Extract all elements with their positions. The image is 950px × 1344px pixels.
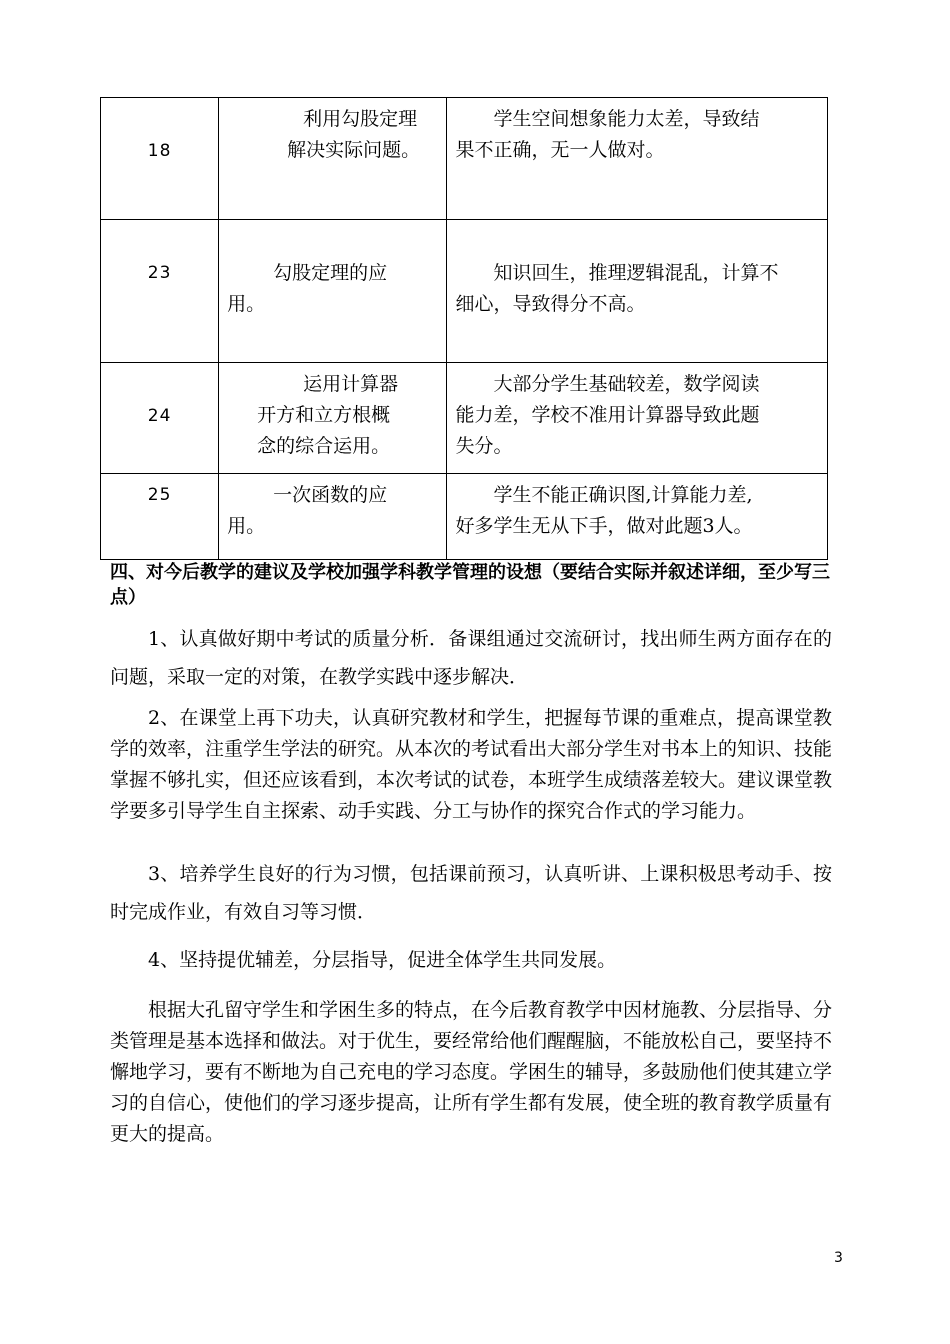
reason-cell (447, 474, 828, 560)
table-row (101, 363, 828, 474)
table-row (101, 98, 828, 220)
table-row (101, 474, 828, 560)
topic-line: 勾股定理的应 (273, 262, 388, 284)
question-number: 23 (147, 263, 172, 283)
reason-line: 大部分学生基础较差，数学阅读 (493, 373, 760, 395)
question-number: 25 (147, 485, 172, 505)
table-row (101, 220, 828, 363)
question-number-cell (101, 474, 219, 560)
paragraph: 3、培养学生良好的行为习惯，包括课前预习，认真听讲、上课积极思考动手、按时完成作业，有效自习等习惯． (110, 863, 832, 923)
reason-cell (447, 98, 828, 220)
topic-line: 念的综合运用。 (257, 435, 391, 457)
reason-line: 能力差，学校不准用计算器导致此题 (455, 404, 760, 426)
topic-line: 开方和立方根概 (257, 404, 391, 426)
reason-line: 好多学生无从下手，做对此题3人。 (455, 515, 753, 537)
paragraph: 4、坚持提优辅差，分层指导，促进全体学生共同发展。 (148, 949, 617, 971)
paragraph: 1、认真做好期中考试的质量分析．备课组通过交流研讨，找出师生两方面存在的问题，采取一定的对策，在教学实践中逐步解决． (110, 628, 832, 688)
page-number: 3 (834, 1250, 843, 1266)
reason-line: 果不正确，无一人做对。 (455, 139, 665, 161)
topic-cell (219, 474, 447, 560)
topic-line: 用。 (227, 515, 266, 537)
topic-cell (219, 220, 447, 363)
topic-line: 用。 (227, 293, 266, 315)
paragraph: 根据大孔留守学生和学困生多的特点，在今后教育教学中因材施教、分层指导、分类管理是基本选择和做法。对于优生，要经常给他们醒醒脑，不能放松自己，要坚持不懈地学习，要有不断地为自己充电的学习态度。学困生的辅导，多鼓励他们使其建立学习的自信心，使他们的学习逐步提高，让所有学生都有发展，使全班的教育教学质量有更大的提高。 (110, 999, 833, 1145)
paragraph: 2、在课堂上再下功夫，认真研究教材和学生，把握每节课的重难点，提高课堂教学的效率，注重学生学法的研究。从本次的考试看出大部分学生对书本上的知识、技能掌握不够扎实，但还应该看到，本次考试的试卷，本班学生成绩落差较大。建议课堂教学要多引导学生自主探索、动手实践、分工与协作的探究合作式的学习能力。 (110, 707, 833, 822)
topic-line: 运用计算器 (303, 373, 399, 395)
question-number-cell (101, 220, 219, 363)
error-analysis-table (100, 97, 828, 560)
reason-line: 知识回生，推理逻辑混乱，计算不 (493, 262, 779, 284)
question-number-cell (101, 98, 219, 220)
reason-line: 学生不能正确识图,计算能力差, (493, 484, 753, 506)
reason-cell (447, 220, 828, 363)
topic-cell (219, 363, 447, 474)
topic-line: 利用勾股定理 (303, 108, 418, 130)
reason-line: 学生空间想象能力太差，导致结 (493, 108, 760, 130)
topic-line: 一次函数的应 (273, 484, 388, 506)
reason-line: 失分。 (455, 435, 513, 457)
question-number: 18 (147, 141, 172, 161)
section-heading: 四、对今后教学的建议及学校加强学科教学管理的设想（要结合实际并叙述详细，至少写三点） (110, 562, 830, 608)
reason-line: 细心，导致得分不高。 (455, 293, 646, 315)
topic-line: 解决实际问题。 (287, 139, 421, 161)
topic-cell (219, 98, 447, 220)
reason-cell (447, 363, 828, 474)
question-number-cell (101, 363, 219, 474)
question-number: 24 (147, 406, 172, 426)
